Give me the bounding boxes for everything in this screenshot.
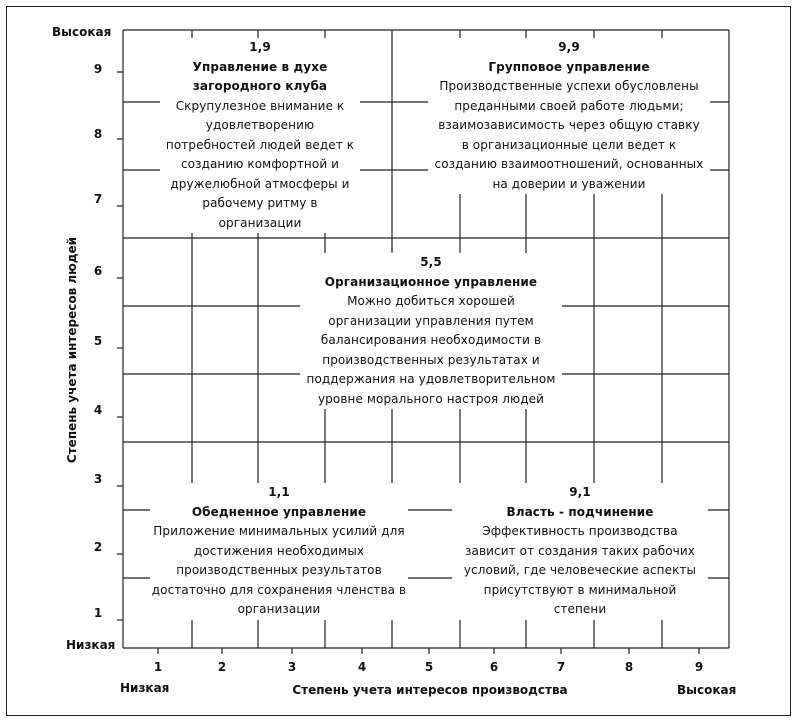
y-tick-label: 5 (93, 334, 103, 348)
style-title: Обедненное управление (191, 504, 367, 519)
x-axis-low-label: Низкая (120, 681, 170, 695)
style-code: 1,1 (268, 485, 290, 499)
style-description: Эффективность производства зависит от создания таких рабочих условий, где человеческие аспекты присутствуют в минимальной степени (463, 524, 697, 616)
style-title: Власть - подчинение (506, 504, 654, 519)
y-tick-label: 7 (93, 192, 103, 206)
x-tick-label: 5 (424, 660, 434, 674)
style-description: Производственные успехи обусловлены преданными своей работе людьми; взаимозависимость через общую ставку в организационные цели ведет к созданию взаимоотношений, основанных на доверии и уважении (434, 79, 704, 191)
style-box-team (428, 38, 710, 194)
y-tick-label: 9 (93, 62, 103, 76)
style-code: 9,9 (558, 40, 580, 54)
x-tick-label: 2 (217, 660, 227, 674)
x-tick-label: 9 (694, 660, 704, 674)
x-tick-label: 1 (153, 660, 163, 674)
style-description: Скрупулезное внимание к удовлетворению потребностей людей ведет к созданию комфортной и дружелюбной атмосферы и рабочему ритму в организации (165, 98, 355, 230)
y-tick-label: 6 (93, 264, 103, 278)
y-tick-label: 3 (93, 472, 103, 486)
style-box-impoverished (150, 483, 408, 620)
style-box-country-club (160, 38, 360, 233)
x-tick-label: 4 (357, 660, 367, 674)
x-axis-high-label: Высокая (677, 683, 737, 697)
x-tick-label: 7 (556, 660, 566, 674)
x-tick-label: 3 (287, 660, 297, 674)
x-tick-label: 8 (624, 660, 634, 674)
x-axis-title: Степень учета интересов производства (292, 683, 568, 697)
style-description: Можно добиться хорошей организации управления путем балансирования необходимости в производственных результатах и поддержания на удовлетворительном уровне морального настроя людей (306, 294, 556, 406)
style-code: 1,9 (249, 40, 271, 54)
style-title: Групповое управление (488, 59, 650, 74)
y-axis-title: Степень учета интересов людей (65, 236, 79, 464)
style-code: 5,5 (420, 255, 442, 269)
y-tick-label: 4 (93, 403, 103, 417)
y-axis-high-label: Высокая (52, 25, 112, 39)
style-title: Управление в духе загородного клуба (192, 59, 328, 93)
style-code: 9,1 (569, 485, 591, 499)
y-axis-low-label: Низкая (66, 638, 116, 652)
style-box-middle-road (300, 253, 562, 409)
x-tick-label: 6 (489, 660, 499, 674)
style-description: Приложение минимальных усилий для достижения необходимых производственных результатов достаточно для сохранения членства в организации (151, 524, 407, 616)
y-tick-label: 2 (93, 540, 103, 554)
style-title: Организационное управление (324, 274, 538, 289)
style-box-authority-obedience (452, 483, 708, 620)
y-tick-label: 1 (93, 606, 103, 620)
y-tick-label: 8 (93, 127, 103, 141)
